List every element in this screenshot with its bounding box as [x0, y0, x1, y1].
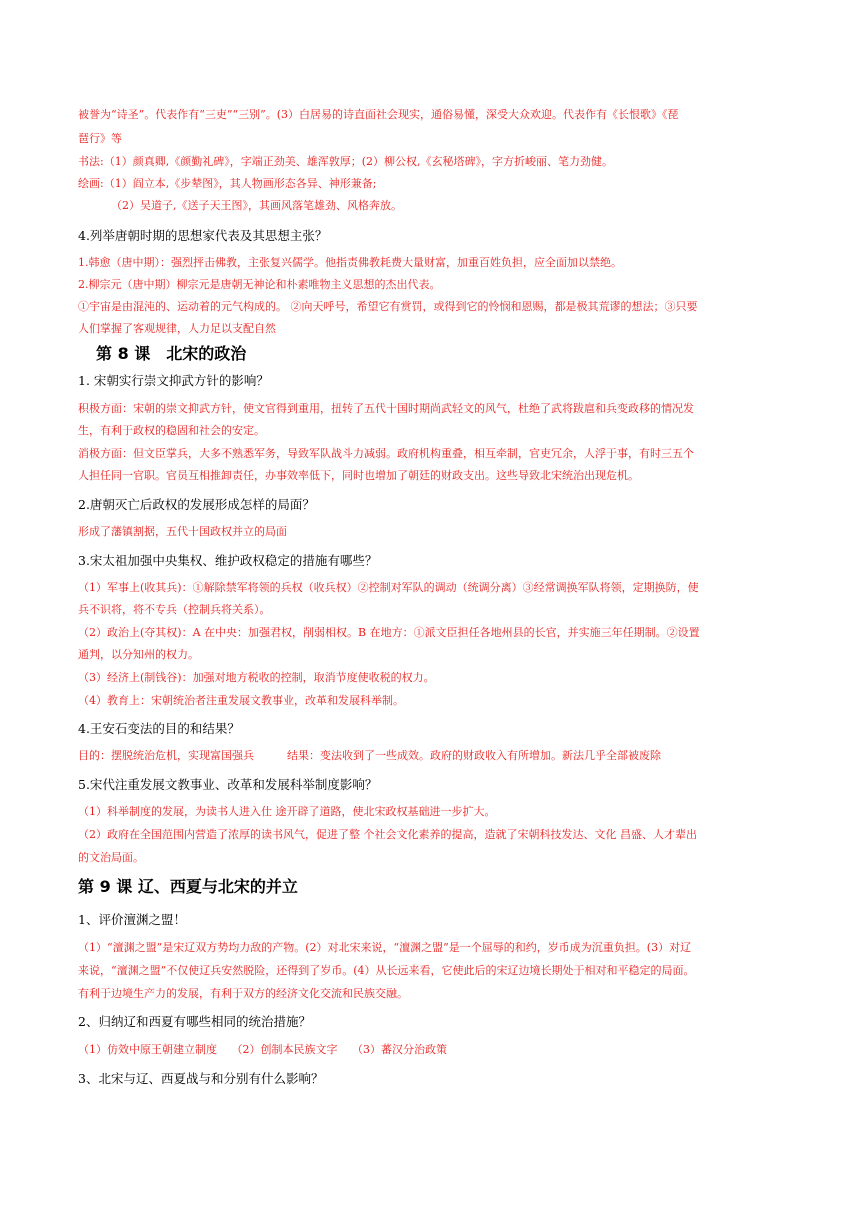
- question-thinkers: 4.列举唐朝时期的思想家代表及其思想主张？: [78, 228, 328, 243]
- l8-answer-5-2a: （2）政府在全国范围内营造了浓厚的读书风气，促进了整 个社会文化素养的提高，造就了宋朝科技发达、文化 昌盛、人才辈出: [78, 828, 697, 841]
- l8-answer-1-positive-1: 积极方面：宋朝的崇文抑武方针，使文官得到重用，扭转了五代十国时期尚武轻文的风气，杜绝了武将跋扈和兵变政移的情况发: [78, 402, 694, 415]
- l8-answer-4: 目的：摆脱统治危机，实现富国强兵 结果：变法收到了一些成效。政府的财政收入有所增加。新法几乎全部被废除: [78, 749, 661, 762]
- l8-answer-3-military-1: （1）军事上(收其兵)：①解除禁军将领的兵权（收兵权）②控制对军队的调动（统调分离）③经常调换军队将领，定期换防，使: [78, 581, 699, 594]
- l9-question-3: 3、北宋与辽、西夏战与和分别有什么影响？: [78, 1071, 324, 1086]
- l9-answer-2: （1）仿效中原王朝建立制度 （2）创制本民族文字 （3）蕃汉分治政策: [78, 1043, 447, 1056]
- l8-answer-1-positive-2: 生，有利于政权的稳固和社会的安定。: [78, 424, 265, 437]
- l8-answer-3-political-2: 通判，以分知州的权力。: [78, 648, 199, 661]
- l9-question-1: 1、评价澶渊之盟！: [78, 912, 186, 927]
- l9-answer-1-line-3: 有利于边境生产力的发展，有利于双方的经济文化交流和民族交融。: [78, 987, 408, 1000]
- l9-answer-1-line-1: （1）“澶渊之盟”是宋辽双方势均力敌的产物。(2）对北宋来说，“澶渊之盟”是一个屈辱的和约，岁币成为沉重负担。(3）对辽: [78, 941, 692, 954]
- calligraphy-line: 书法:（1）颜真卿,《颜勤礼碑》，字端正劲美、雄浑敦厚；(2）柳公权,《玄秘塔碑》，字方折峻丽、笔力劲健。: [78, 155, 613, 168]
- answer-liuzongyuan-views-2: 人们掌握了客观规律，人力足以支配自然: [78, 322, 276, 335]
- painting-line-1: 绘画:（1）阎立本,《步辇图》，其人物画形态各异、神形兼备;: [78, 177, 377, 190]
- answer-liuzongyuan-views-1: ①宇宙是由混沌的、运动着的元气构成的。 ②向天呼号，希望它有赏罚，或得到它的怜悯和恩赐，都是极其荒谬的想法；③只要: [78, 300, 698, 313]
- l8-answer-5-1: （1）科举制度的发展，为读书人进入仕 途开辟了道路，使北宋政权基础进一步扩大。: [78, 805, 496, 818]
- l9-answer-1-line-2: 来说，“澶渊之盟”不仅使辽兵安然脱险，还得到了岁币。(4）从长远来看，它使此后的宋辽边境长期处于相对和平稳定的局面。: [78, 964, 695, 977]
- answer-liuzongyuan: 2.柳宗元（唐中期）柳宗元是唐朝无神论和朴素唯物主义思想的杰出代表。: [78, 278, 441, 291]
- l8-answer-1-negative-1: 消极方面：但文臣掌兵，大多不熟悉军务，导致军队战斗力减弱。政府机构重叠，相互牵制，官吏冗余，人浮于事，有时三五个: [78, 447, 694, 460]
- poetry-line-2: 琶行》等: [78, 132, 122, 145]
- l8-answer-5-2b: 的文治局面。: [78, 851, 144, 864]
- l8-answer-3-economic: （3）经济上(制钱谷)：加强对地方税收的控制，取消节度使收税的权力。: [78, 671, 435, 684]
- l8-question-1: 1. 宋朝实行崇文抑武方针的影响？: [78, 373, 269, 388]
- poetry-line-1: 被誉为“诗圣”。代表作有“三吏”“三别”。(3）白居易的诗直面社会现实，通俗易懂，深受大众欢迎。代表作有《长恨歌》《琵: [78, 108, 679, 121]
- l8-question-4: 4.王安石变法的目的和结果？: [78, 721, 240, 736]
- painting-line-2: （2）吴道子,《送子天王图》，其画风落笔雄劲、风格奔放。: [111, 199, 402, 212]
- l8-answer-3-political-1: （2）政治上(夺其权)：A 在中央：加强君权，削弱相权。B 在地方：①派文臣担任各地州县的长官，并实施三年任期制。②设置: [78, 626, 700, 639]
- l8-answer-3-education: （4）教育上：宋朝统治者注重发展文教事业，改革和发展科举制。: [78, 694, 404, 707]
- answer-hanyu: 1.韩愈（唐中期）：强烈抨击佛教，主张复兴儒学。他指责佛教耗费大量财富，加重百姓负担，应全面加以禁绝。: [78, 256, 622, 269]
- l8-answer-1-negative-2: 人担任同一官职。官员互相推卸责任，办事效率低下，同时也增加了朝廷的财政支出。这些导致北宋统治出现危机。: [78, 469, 639, 482]
- l8-question-2: 2.唐朝灭亡后政权的发展形成怎样的局面？: [78, 497, 315, 512]
- l8-answer-3-military-2: 兵不识将，将不专兵（控制兵将关系）。: [78, 603, 271, 616]
- l8-question-5: 5.宋代注重发展文教事业、改革和发展科举制度影响？: [78, 777, 378, 792]
- l9-question-2: 2、归纳辽和西夏有哪些相同的统治措施？: [78, 1014, 311, 1029]
- l8-answer-2: 形成了藩镇割据，五代十国政权并立的局面: [78, 525, 287, 538]
- lesson-8-title: 第 8 课 北宋的政治: [96, 344, 247, 363]
- l8-question-3: 3.宋太祖加强中央集权、维护政权稳定的措施有哪些？: [78, 553, 378, 568]
- lesson-9-title: 第 9 课 辽、西夏与北宋的并立: [78, 877, 298, 896]
